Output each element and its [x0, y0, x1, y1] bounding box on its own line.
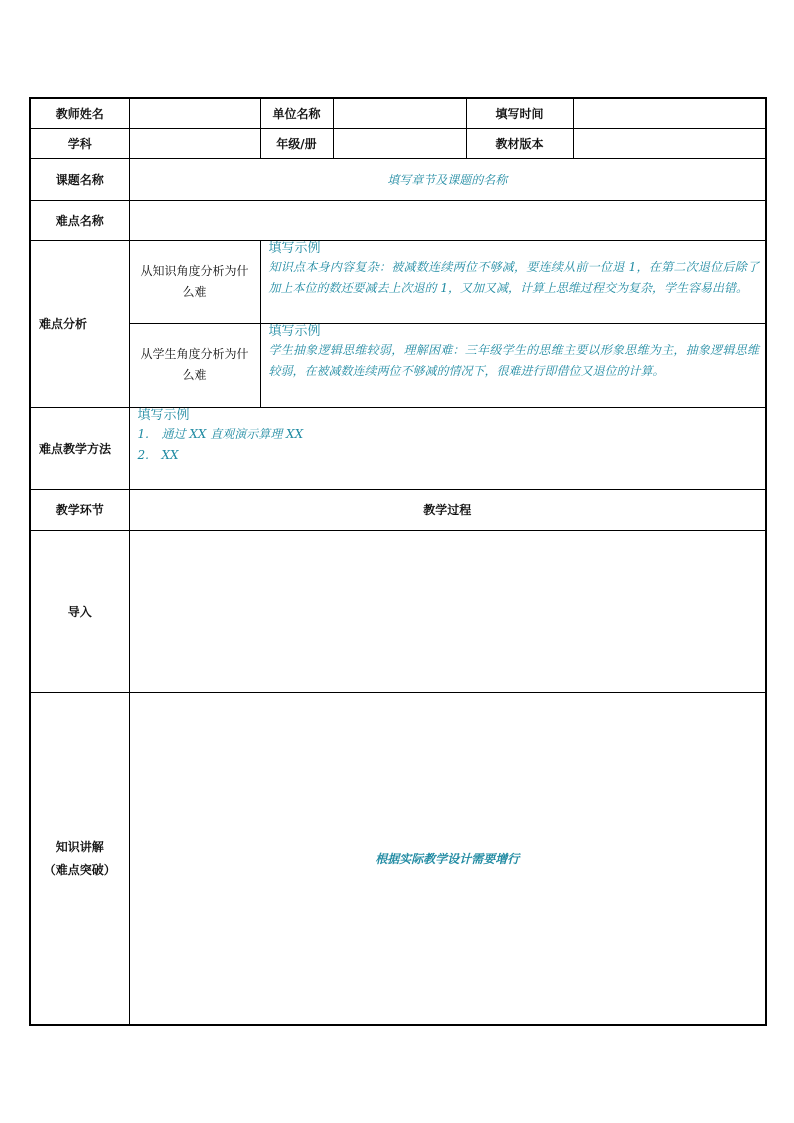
intro-label: 导入: [30, 530, 129, 692]
form-table: [29, 97, 767, 1026]
topic-row: [30, 158, 766, 200]
teacher-name-label: 教师姓名: [30, 98, 129, 128]
fill-time-field[interactable]: [573, 98, 766, 128]
student-angle-label: 从学生角度分析为什么难: [129, 323, 260, 407]
grade-field[interactable]: [333, 128, 466, 158]
student-angle-field[interactable]: [260, 323, 766, 407]
topic-label: 课题名称: [30, 158, 129, 200]
explain-field[interactable]: 根据实际教学设计需要增行: [129, 692, 766, 1025]
intro-row: [30, 530, 766, 692]
knowledge-angle-label: 从知识角度分析为什么难: [129, 240, 260, 323]
lesson-plan-form: [29, 97, 765, 1026]
explain-label-main: 知识讲解: [55, 840, 104, 855]
analysis-student-row: [30, 323, 766, 407]
grade-label: 年级/册: [260, 128, 333, 158]
student-example-title: 填写示例: [268, 323, 321, 339]
process-header: 教学过程: [129, 489, 766, 530]
unit-name-field[interactable]: [333, 98, 466, 128]
method-field[interactable]: [129, 407, 766, 489]
explain-label-sub: （难点突破）: [43, 863, 116, 878]
header-row-2: [30, 128, 766, 158]
method-label: 难点教学方法: [30, 407, 129, 489]
knowledge-angle-field[interactable]: [260, 240, 766, 323]
teacher-name-field[interactable]: [129, 98, 260, 128]
subject-label: 学科: [30, 128, 129, 158]
analysis-label: 难点分析: [30, 240, 129, 407]
edition-field[interactable]: [573, 128, 766, 158]
explain-label: [30, 692, 129, 1025]
fill-time-label: 填写时间: [466, 98, 573, 128]
subject-field[interactable]: [129, 128, 260, 158]
explain-row: [30, 692, 766, 1025]
method-list: [138, 424, 760, 466]
edition-label: 教材版本: [466, 128, 573, 158]
analysis-knowledge-row: [30, 240, 766, 323]
header-row-1: [30, 98, 766, 128]
process-header-row: [30, 489, 766, 530]
intro-field[interactable]: [129, 530, 766, 692]
knowledge-example-title: 填写示例: [268, 240, 321, 256]
student-example-text: 学生抽象逻辑思维较弱，理解困难：三年级学生的思维主要以形象思维为主，抽象逻辑思维较弱，在被减数连续两位不够减的情况下，很难进行即借位又退位的计算。: [268, 342, 759, 378]
method-item: 1. 通过 XX 直观演示算理 XX: [137, 426, 304, 441]
method-row: [30, 407, 766, 489]
stage-header: 教学环节: [30, 489, 129, 530]
method-example-title: 填写示例: [137, 407, 190, 423]
unit-name-label: 单位名称: [260, 98, 333, 128]
difficulty-row: [30, 200, 766, 240]
topic-field[interactable]: 填写章节及课题的名称: [129, 158, 766, 200]
difficulty-field[interactable]: [129, 200, 766, 240]
difficulty-label: 难点名称: [30, 200, 129, 240]
knowledge-example-text: 知识点本身内容复杂：被减数连续两位不够减，要连续从前一位退 1，在第二次退位后除了加上本位的数还要减去上次退的 1，又加又减，计算上思维过程交为复杂，学生容易出错。: [268, 259, 759, 295]
method-item: 2. XX: [137, 447, 179, 462]
